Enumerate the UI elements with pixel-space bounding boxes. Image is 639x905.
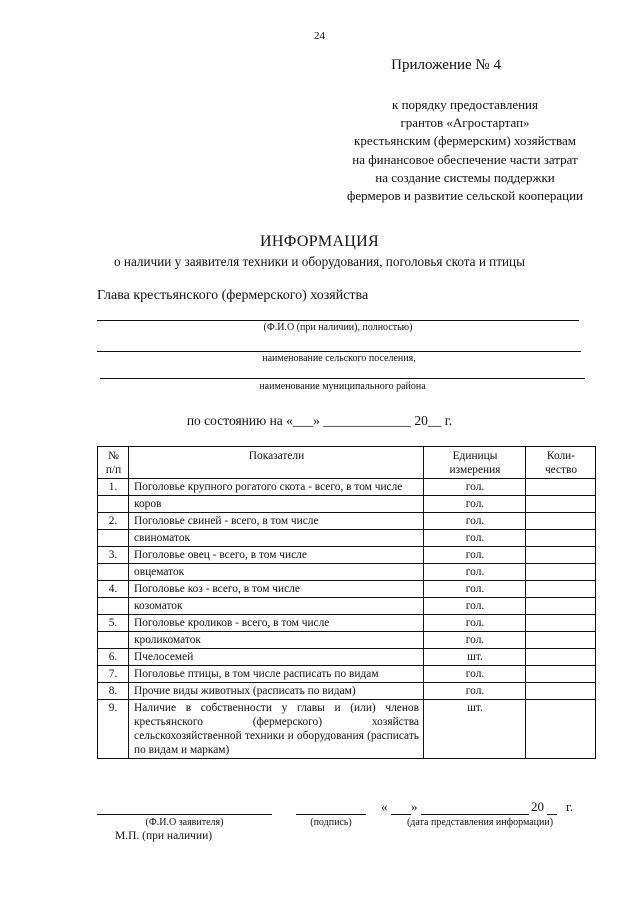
row-indicator: Поголовье крупного рогатого скота - всего, в том числе [129, 479, 424, 496]
order-line: на создание системы поддержки [375, 169, 555, 185]
row-quantity[interactable] [526, 530, 596, 547]
row-number [98, 598, 129, 615]
date-year-line[interactable] [547, 814, 557, 815]
row-indicator: Поголовье кроликов - всего, в том числе [129, 615, 424, 632]
table-row [98, 496, 596, 513]
row-number: 5. [98, 615, 129, 632]
row-unit: гол. [424, 530, 526, 547]
row-unit: гол. [424, 632, 526, 649]
row-number: 9. [98, 700, 129, 759]
row-indicator: Прочие виды животных (расписать по видам) [129, 683, 424, 700]
row-number: 6. [98, 649, 129, 666]
date-open-quote: « [381, 799, 388, 814]
order-line: фермеров и развитие сельской кооперации [346, 188, 584, 204]
date-day-line[interactable] [391, 814, 411, 815]
table-row [98, 581, 596, 598]
row-unit: гол. [424, 479, 526, 496]
row-indicator: Поголовье свиней - всего, в том числе [129, 513, 424, 530]
table-row [98, 513, 596, 530]
header-qty-line: чество [544, 464, 578, 476]
table-row [98, 683, 596, 700]
row-indicator: Наличие в собственности у главы и (или) членов крестьянского (фермерского) хозяйства сельскохозяйственной техники и оборудования (расписать по видам и маркам) [129, 700, 424, 759]
row-quantity[interactable] [526, 615, 596, 632]
order-line: грантов «Агростартап» [400, 115, 530, 131]
row-indicator: свиноматок [129, 530, 424, 547]
header-num-line: п/п [105, 464, 122, 476]
table-row [98, 666, 596, 683]
row-quantity[interactable] [526, 479, 596, 496]
row-indicator: овцематок [129, 564, 424, 581]
row-quantity[interactable] [526, 564, 596, 581]
row-number [98, 632, 129, 649]
page-number: 24 [314, 30, 325, 42]
header-num [98, 447, 129, 479]
sign-caption: (подпись) [310, 817, 352, 828]
row-quantity[interactable] [526, 547, 596, 564]
row-indicator: кроликоматок [129, 632, 424, 649]
date-caption: (дата представления информации) [406, 817, 554, 828]
row-number [98, 564, 129, 581]
row-indicator: Поголовье овец - всего, в том числе [129, 547, 424, 564]
row-unit: гол. [424, 666, 526, 683]
header-unit [424, 447, 526, 479]
header-num-line: № [108, 450, 119, 462]
fio-line[interactable] [97, 320, 579, 321]
table-row [98, 564, 596, 581]
row-number: 3. [98, 547, 129, 564]
table-row [98, 649, 596, 666]
header-qty-line: Коли- [546, 450, 576, 462]
row-unit: гол. [424, 615, 526, 632]
header-unit-line: измерения [449, 464, 501, 476]
table-row [98, 598, 596, 615]
row-unit: шт. [424, 700, 526, 759]
row-number: 1. [98, 479, 129, 496]
row-indicator: Поголовье птицы, в том числе расписать по видам [129, 666, 424, 683]
district-line[interactable] [100, 378, 585, 379]
applicant-name-line[interactable] [97, 814, 272, 815]
table-row [98, 479, 596, 496]
row-quantity[interactable] [526, 496, 596, 513]
row-indicator: Поголовье коз - всего, в том числе [129, 581, 424, 598]
row-quantity[interactable] [526, 683, 596, 700]
row-number: 7. [98, 666, 129, 683]
applicant-caption: (Ф.И.О заявителя) [145, 817, 224, 828]
row-number: 4. [98, 581, 129, 598]
row-quantity[interactable] [526, 666, 596, 683]
header-indicator: Показатели [129, 447, 424, 479]
row-unit: шт. [424, 649, 526, 666]
date-year-prefix: 20 [531, 799, 544, 814]
row-unit: гол. [424, 513, 526, 530]
row-number [98, 530, 129, 547]
table-row [98, 547, 596, 564]
head-of-farm-label: Глава крестьянского (фермерского) хозяйства [97, 288, 369, 303]
row-indicator: козоматок [129, 598, 424, 615]
stamp-place: М.П. (при наличии) [115, 830, 213, 842]
order-line: на финансовое обеспечение части затрат [352, 151, 578, 167]
row-number: 2. [98, 513, 129, 530]
header-unit-line: Единицы [452, 450, 498, 462]
row-number [98, 496, 129, 513]
document-title: ИНФОРМАЦИЯ [260, 233, 379, 250]
date-month-line[interactable] [421, 814, 529, 815]
fio-caption: (Ф.И.О (при наличии), полностью) [263, 322, 413, 333]
row-indicator: Пчелосемей [129, 649, 424, 666]
row-unit: гол. [424, 564, 526, 581]
signature-line[interactable] [296, 814, 366, 815]
row-quantity[interactable] [526, 513, 596, 530]
table-body [98, 479, 596, 759]
row-quantity[interactable] [526, 700, 596, 759]
row-indicator: коров [129, 496, 424, 513]
document-subtitle: о наличии у заявителя техники и оборудования, поголовья скота и птицы [114, 254, 525, 269]
table-row [98, 615, 596, 632]
table-row [98, 632, 596, 649]
livestock-equipment-table [97, 446, 596, 759]
settlement-caption: наименование сельского поселения, [262, 353, 416, 364]
table-header-row [98, 447, 596, 479]
row-unit: гол. [424, 598, 526, 615]
appendix-title: Приложение № 4 [391, 57, 501, 73]
row-unit: гол. [424, 581, 526, 598]
date-year-suffix: г. [566, 799, 574, 814]
table-row [98, 700, 596, 759]
header-quantity [526, 447, 596, 479]
table-row [98, 530, 596, 547]
as-of-date-line: по состоянию на «___» _____________ 20__ г. [186, 413, 453, 428]
order-line: крестьянским (фермерским) хозяйствам [354, 133, 576, 149]
order-reference [300, 96, 630, 205]
row-unit: гол. [424, 547, 526, 564]
row-quantity[interactable] [526, 632, 596, 649]
row-unit: гол. [424, 683, 526, 700]
row-quantity[interactable] [526, 649, 596, 666]
district-caption: наименование муниципального района [259, 381, 426, 392]
order-line: к порядку предоставления [392, 97, 538, 112]
date-close-quote: » [411, 799, 418, 814]
row-unit: гол. [424, 496, 526, 513]
row-quantity[interactable] [526, 598, 596, 615]
row-number: 8. [98, 683, 129, 700]
row-quantity[interactable] [526, 581, 596, 598]
settlement-line[interactable] [97, 351, 581, 352]
